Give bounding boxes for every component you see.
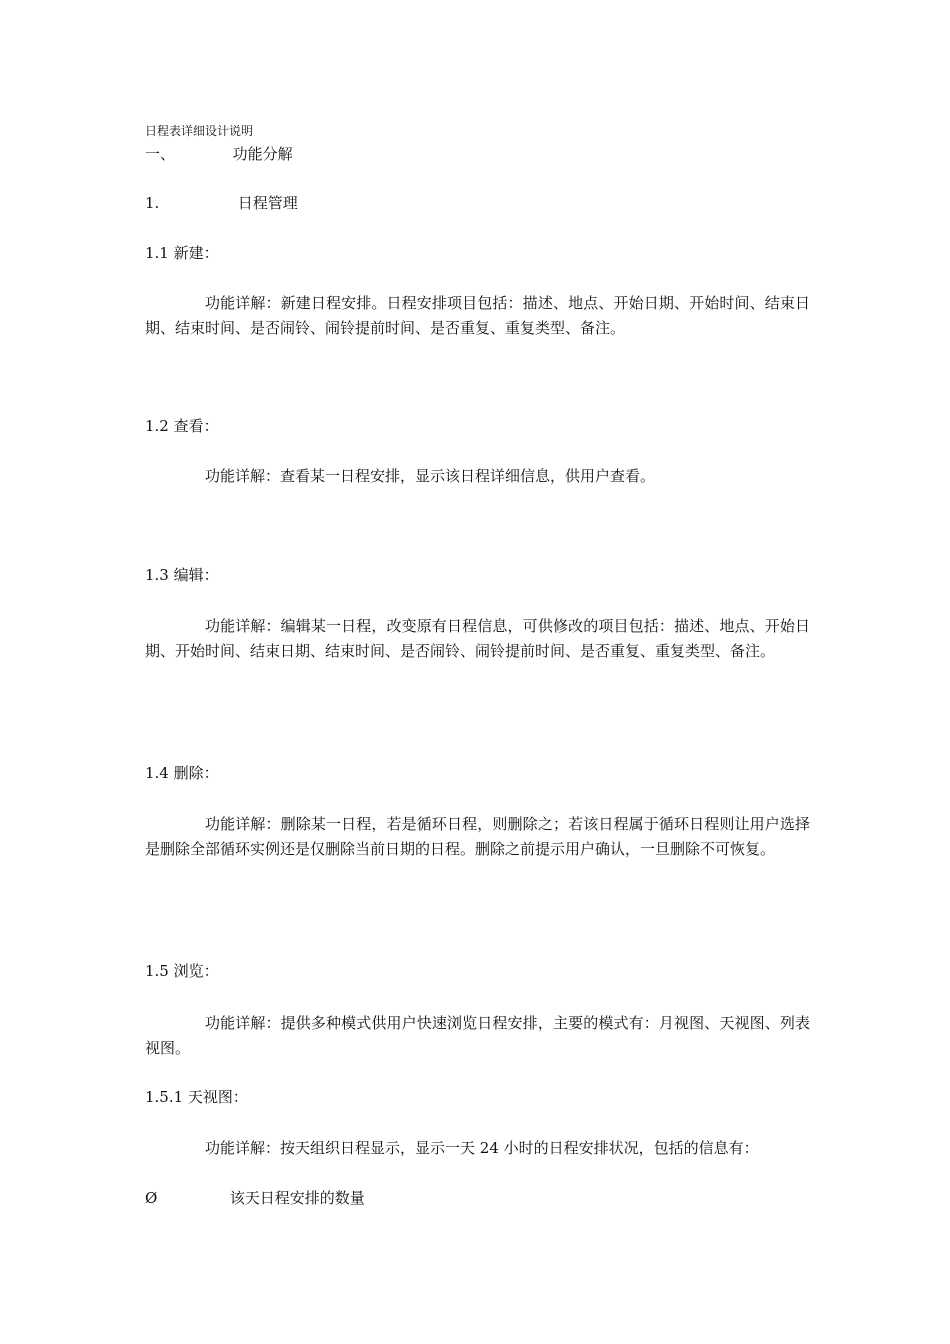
section-heading-1 [145,143,293,165]
subsection-title: 日程管理 [237,194,298,212]
subsection-number: 1. [145,194,160,212]
item-heading-delete: 1.4 删除： [145,764,219,782]
document-title: 日程表详细设计说明 [145,124,254,138]
item-heading-browse: 1.5 浏览： [145,962,219,980]
item-heading-edit: 1.3 编辑： [145,566,219,584]
bullet-text: 该天日程安排的数量 [229,1189,365,1207]
item-desc-new: 功能详解：新建日程安排。日程安排项目包括：描述、地点、开始日期、开始时间、结束日期、结束时间、是否闹铃、闹铃提前时间、是否重复、重复类型、备注。 [145,294,810,337]
item-desc-edit: 功能详解：编辑某一日程，改变原有日程信息，可供修改的项目包括：描述、地点、开始日期、开始时间、结束日期、结束时间、是否闹铃、闹铃提前时间、是否重复、重复类型、备注。 [145,617,810,660]
item-heading-new: 1.1 新建： [145,244,219,262]
item-desc-delete: 功能详解：删除某一日程，若是循环日程，则删除之；若该日程属于循环日程则让用户选择是删除全部循环实例还是仅删除当前日期的日程。删除之前提示用户确认，一旦删除不可恢复。 [145,815,810,858]
sub-desc-day-view: 功能详解：按天组织日程显示，显示一天 24 小时的日程安排状况，包括的信息有： [205,1139,759,1157]
item-desc-view: 功能详解：查看某一日程安排，显示该日程详细信息，供用户查看。 [205,467,656,485]
item-heading-view: 1.2 查看： [145,417,219,435]
sub-heading-day-view: 1.5.1 天视图： [145,1088,248,1106]
item-desc-browse: 功能详解：提供多种模式供用户快速浏览日程安排，主要的模式有：月视图、天视图、列表视图。 [145,1014,810,1057]
bullet-item [145,1187,365,1209]
subsection-heading-1 [145,192,298,214]
section-title: 功能分解 [232,145,293,163]
section-number: 一、 [145,145,176,163]
bullet-symbol: Ø [145,1189,158,1207]
